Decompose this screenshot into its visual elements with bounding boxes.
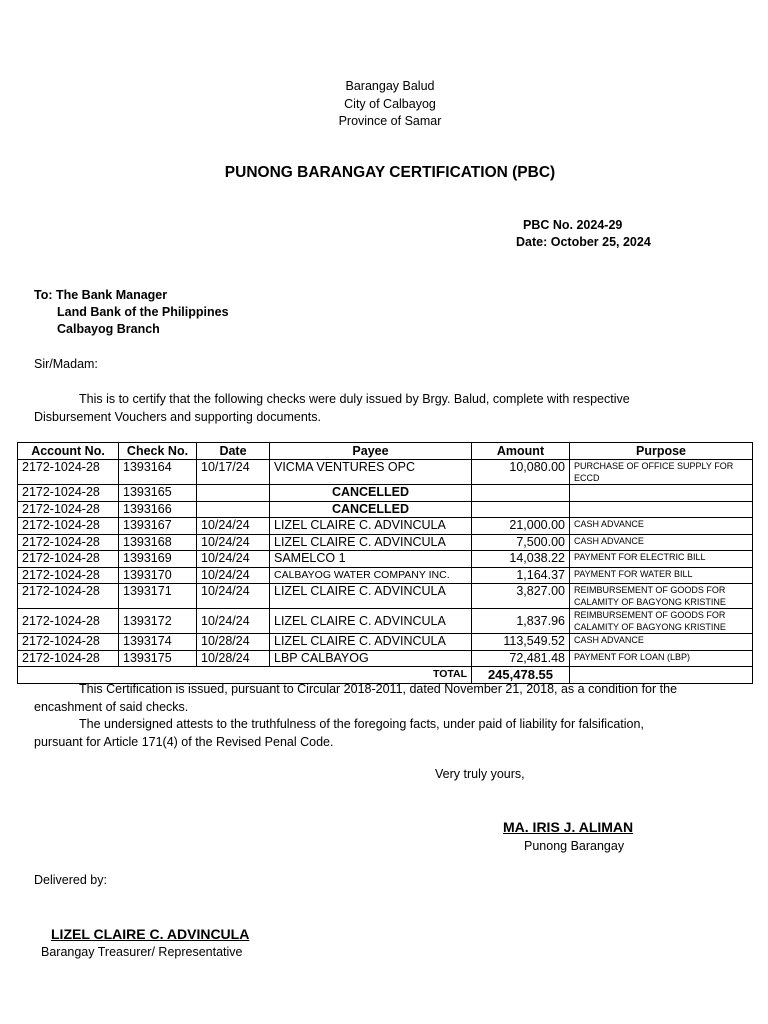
cell-account: 2172-1024-28 <box>18 584 119 609</box>
cell-date <box>197 501 270 518</box>
table-header-row <box>18 443 753 460</box>
cell-purpose: CASH ADVANCE <box>570 518 753 535</box>
intro-line-2: Disbursement Vouchers and supporting documents. <box>34 409 321 424</box>
intro-line-1: This is to certify that the following checks were duly issued by Brgy. Balud, complete with respective <box>79 392 630 406</box>
cell-check: 1393171 <box>119 584 197 609</box>
closing-phrase: Very truly yours, <box>435 767 525 781</box>
cell-purpose: PAYMENT FOR LOAN (LBP) <box>570 650 753 667</box>
cell-payee: LIZEL CLAIRE C. ADVINCULA <box>270 534 472 551</box>
pbc-number: PBC No. 2024-29 <box>523 218 623 232</box>
issuance-line-2: encashment of said checks. <box>34 699 189 714</box>
barangay-name: Barangay Balud <box>345 79 435 93</box>
salutation: Sir/Madam: <box>34 357 98 371</box>
bank-name: Land Bank of the Philippines <box>57 305 229 319</box>
cell-amount: 7,500.00 <box>472 534 570 551</box>
cell-amount: 1,164.37 <box>472 567 570 584</box>
table-row <box>18 567 753 584</box>
table-row <box>18 584 753 609</box>
representative-name: LIZEL CLAIRE C. ADVINCULA <box>51 926 250 942</box>
cell-purpose: CASH ADVANCE <box>570 534 753 551</box>
cell-amount: 1,837.96 <box>472 609 570 634</box>
cell-purpose: REIMBURSEMENT OF GOODS FOR CALAMITY OF BAGYONG KRISTINE <box>570 609 753 634</box>
cell-check: 1393165 <box>119 485 197 502</box>
checks-table <box>17 442 753 684</box>
cell-amount <box>472 501 570 518</box>
bank-branch: Calbayog Branch <box>57 322 160 336</box>
cell-payee: CALBAYOG WATER COMPANY INC. <box>270 567 472 584</box>
cell-date: 10/24/24 <box>197 567 270 584</box>
document-date: Date: October 25, 2024 <box>516 235 651 249</box>
cell-check: 1393172 <box>119 609 197 634</box>
issuance-line-1: This Certification is issued, pursuant to Circular 2018-2011, dated November 21, 2018, as a condition for the <box>79 682 678 696</box>
cell-payee: CANCELLED <box>270 485 472 502</box>
total-amount: 245,478.55 <box>472 667 570 684</box>
cell-amount: 10,080.00 <box>472 460 570 485</box>
total-label: TOTAL <box>270 667 472 684</box>
table-row <box>18 460 753 485</box>
intro-paragraph <box>34 391 734 426</box>
cell-check: 1393169 <box>119 551 197 568</box>
cell-date <box>197 485 270 502</box>
table-row <box>18 518 753 535</box>
cell-date: 10/24/24 <box>197 534 270 551</box>
letterhead <box>0 78 768 131</box>
cell-amount: 3,827.00 <box>472 584 570 609</box>
cell-check: 1393166 <box>119 501 197 518</box>
attestation-line-2: pursuant for Article 171(4) of the Revised Penal Code. <box>34 734 334 749</box>
issuance-paragraph <box>34 681 734 751</box>
cell-account: 2172-1024-28 <box>18 551 119 568</box>
table-row <box>18 534 753 551</box>
cell-amount: 72,481.48 <box>472 650 570 667</box>
cell-account: 2172-1024-28 <box>18 534 119 551</box>
cell-purpose: REIMBURSEMENT OF GOODS FOR CALAMITY OF BAGYONG KRISTINE <box>570 584 753 609</box>
cell-purpose: PURCHASE OF OFFICE SUPPLY FOR ECCD <box>570 460 753 485</box>
cell-account: 2172-1024-28 <box>18 501 119 518</box>
cell-payee: VICMA VENTURES OPC <box>270 460 472 485</box>
cell-payee: LIZEL CLAIRE C. ADVINCULA <box>270 609 472 634</box>
cell-purpose <box>570 485 753 502</box>
addressee-block <box>34 287 229 338</box>
col-header-purpose: Purpose <box>570 443 753 460</box>
cell-account: 2172-1024-28 <box>18 485 119 502</box>
cell-payee: CANCELLED <box>270 501 472 518</box>
cell-payee: LIZEL CLAIRE C. ADVINCULA <box>270 634 472 651</box>
cell-amount: 21,000.00 <box>472 518 570 535</box>
col-header-check: Check No. <box>119 443 197 460</box>
cell-amount: 14,038.22 <box>472 551 570 568</box>
cell-check: 1393168 <box>119 534 197 551</box>
province-name: Province of Samar <box>338 114 442 128</box>
table-row <box>18 485 753 502</box>
cell-purpose: PAYMENT FOR ELECTRIC BILL <box>570 551 753 568</box>
cell-amount: 113,549.52 <box>472 634 570 651</box>
cell-purpose: CASH ADVANCE <box>570 634 753 651</box>
delivered-by-label: Delivered by: <box>34 873 107 887</box>
table-row <box>18 551 753 568</box>
cell-date: 10/28/24 <box>197 634 270 651</box>
cell-purpose: PAYMENT FOR WATER BILL <box>570 567 753 584</box>
cell-account: 2172-1024-28 <box>18 634 119 651</box>
addressee-line: To: The Bank Manager <box>34 288 168 302</box>
cell-check: 1393175 <box>119 650 197 667</box>
table-row <box>18 501 753 518</box>
city-name: City of Calbayog <box>344 96 436 111</box>
attestation-line-1: The undersigned attests to the truthfulness of the foregoing facts, under paid of liability for falsification, <box>79 717 644 731</box>
col-header-account: Account No. <box>18 443 119 460</box>
signatory-name: MA. IRIS J. ALIMAN <box>503 819 634 835</box>
cell-date: 10/24/24 <box>197 518 270 535</box>
table-row <box>18 609 753 634</box>
cell-date: 10/28/24 <box>197 650 270 667</box>
col-header-date: Date <box>197 443 270 460</box>
cell-account: 2172-1024-28 <box>18 518 119 535</box>
cell-account: 2172-1024-28 <box>18 460 119 485</box>
cell-payee: LBP CALBAYOG <box>270 650 472 667</box>
cell-check: 1393164 <box>119 460 197 485</box>
col-header-amount: Amount <box>472 443 570 460</box>
cell-purpose <box>570 501 753 518</box>
cell-payee: LIZEL CLAIRE C. ADVINCULA <box>270 584 472 609</box>
cell-account: 2172-1024-28 <box>18 567 119 584</box>
cell-amount <box>472 485 570 502</box>
cell-payee: SAMELCO 1 <box>270 551 472 568</box>
table-row <box>18 634 753 651</box>
cell-date: 10/24/24 <box>197 551 270 568</box>
cell-date: 10/24/24 <box>197 584 270 609</box>
cell-date: 10/17/24 <box>197 460 270 485</box>
cell-payee: LIZEL CLAIRE C. ADVINCULA <box>270 518 472 535</box>
cell-check: 1393174 <box>119 634 197 651</box>
cell-check: 1393170 <box>119 567 197 584</box>
table-row <box>18 650 753 667</box>
document-title: PUNONG BARANGAY CERTIFICATION (PBC) <box>224 164 556 181</box>
cell-account: 2172-1024-28 <box>18 650 119 667</box>
col-header-payee: Payee <box>270 443 472 460</box>
cell-account: 2172-1024-28 <box>18 609 119 634</box>
cell-check: 1393167 <box>119 518 197 535</box>
representative-title: Barangay Treasurer/ Representative <box>41 945 243 959</box>
signatory-title: Punong Barangay <box>524 839 625 853</box>
cell-date: 10/24/24 <box>197 609 270 634</box>
